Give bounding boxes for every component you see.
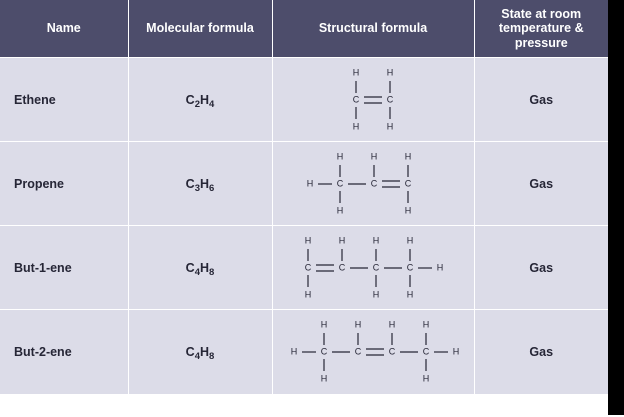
- formula-hydrogen-count: 8: [209, 350, 215, 362]
- atom-label-c: C: [320, 346, 328, 357]
- formula-carbon-symbol: C: [185, 92, 195, 107]
- atom-label-c: C: [336, 178, 344, 188]
- atom-label-c: C: [304, 262, 312, 272]
- atom-label-h: H: [388, 319, 396, 330]
- table-row: [0, 310, 608, 394]
- atom-label-h: H: [336, 205, 344, 215]
- atom-label-h: H: [406, 289, 414, 299]
- formula-hydrogen-symbol: H: [200, 260, 210, 275]
- formula-hydrogen-count: 4: [209, 98, 215, 110]
- structural-formula: [272, 310, 474, 394]
- atom-label-h: H: [404, 151, 412, 161]
- column-header-state: State at room temperature & pressure: [474, 0, 608, 58]
- formula-carbon-count: 4: [194, 266, 200, 278]
- formula-carbon-symbol: C: [185, 260, 195, 275]
- atom-label-h: H: [290, 346, 298, 357]
- formula-hydrogen-count: 8: [209, 266, 215, 278]
- atom-label-c: C: [370, 178, 378, 188]
- atom-label-h: H: [320, 319, 328, 330]
- atom-label-c: C: [338, 262, 346, 272]
- structural-formula: [272, 226, 474, 310]
- table-body: [0, 58, 608, 394]
- molecular-formula: [128, 226, 272, 310]
- atom-label-h: H: [386, 121, 394, 131]
- table-row: [0, 58, 608, 142]
- right-black-strip: [608, 0, 624, 417]
- compound-name: Ethene: [0, 58, 128, 142]
- state-value: Gas: [474, 58, 608, 142]
- formula-hydrogen-symbol: H: [200, 176, 210, 191]
- formula-hydrogen-symbol: H: [200, 92, 210, 107]
- atom-label-c: C: [422, 346, 430, 357]
- formula-hydrogen-count: 6: [209, 182, 215, 194]
- formula-hydrogen-symbol: H: [200, 344, 210, 359]
- formula-carbon-count: 2: [194, 98, 200, 110]
- atom-label-h: H: [386, 67, 394, 77]
- compound-name: Propene: [0, 142, 128, 226]
- ethene-structure-diagram: [278, 60, 468, 140]
- atom-label-h: H: [320, 373, 328, 384]
- molecular-formula: [128, 310, 272, 394]
- molecular-formula: [128, 142, 272, 226]
- atom-label-c: C: [388, 346, 396, 357]
- compound-name: But-2-ene: [0, 310, 128, 394]
- state-value: Gas: [474, 142, 608, 226]
- table-row: [0, 142, 608, 226]
- structural-formula: [272, 58, 474, 142]
- but-2-ene-structure-diagram: [278, 312, 468, 392]
- atom-label-c: C: [354, 346, 362, 357]
- atom-label-h: H: [452, 346, 460, 357]
- atom-label-h: H: [372, 235, 380, 245]
- state-value: Gas: [474, 310, 608, 394]
- atom-label-h: H: [436, 262, 444, 272]
- atom-label-c: C: [352, 94, 360, 104]
- propene-structure-diagram: [278, 144, 468, 224]
- atom-label-h: H: [304, 235, 312, 245]
- table-header: [0, 0, 608, 58]
- atom-label-c: C: [406, 262, 414, 272]
- atom-label-h: H: [404, 205, 412, 215]
- column-header-name: Name: [0, 0, 128, 58]
- atom-label-h: H: [406, 235, 414, 245]
- atom-label-h: H: [306, 178, 314, 188]
- but-1-ene-structure-diagram: [278, 228, 468, 308]
- atom-label-h: H: [372, 289, 380, 299]
- atom-label-h: H: [354, 319, 362, 330]
- atom-label-h: H: [336, 151, 344, 161]
- formula-carbon-symbol: C: [185, 176, 195, 191]
- compound-name: But-1-ene: [0, 226, 128, 310]
- molecular-formula: [128, 58, 272, 142]
- column-header-structural-formula: Structural formula: [272, 0, 474, 58]
- structural-formula: [272, 142, 474, 226]
- atom-label-c: C: [404, 178, 412, 188]
- atom-label-h: H: [422, 319, 430, 330]
- atom-label-h: H: [304, 289, 312, 299]
- table-header-row: [0, 0, 608, 58]
- atom-label-c: C: [386, 94, 394, 104]
- formula-carbon-count: 4: [194, 350, 200, 362]
- atom-label-h: H: [352, 121, 360, 131]
- column-header-molecular-formula: Molecular formula: [128, 0, 272, 58]
- formula-carbon-symbol: C: [185, 344, 195, 359]
- formula-carbon-count: 3: [194, 182, 200, 194]
- state-value: Gas: [474, 226, 608, 310]
- atom-label-h: H: [352, 67, 360, 77]
- atom-label-c: C: [372, 262, 380, 272]
- atom-label-h: H: [338, 235, 346, 245]
- atom-label-h: H: [370, 151, 378, 161]
- table-row: [0, 226, 608, 310]
- atom-label-h: H: [422, 373, 430, 384]
